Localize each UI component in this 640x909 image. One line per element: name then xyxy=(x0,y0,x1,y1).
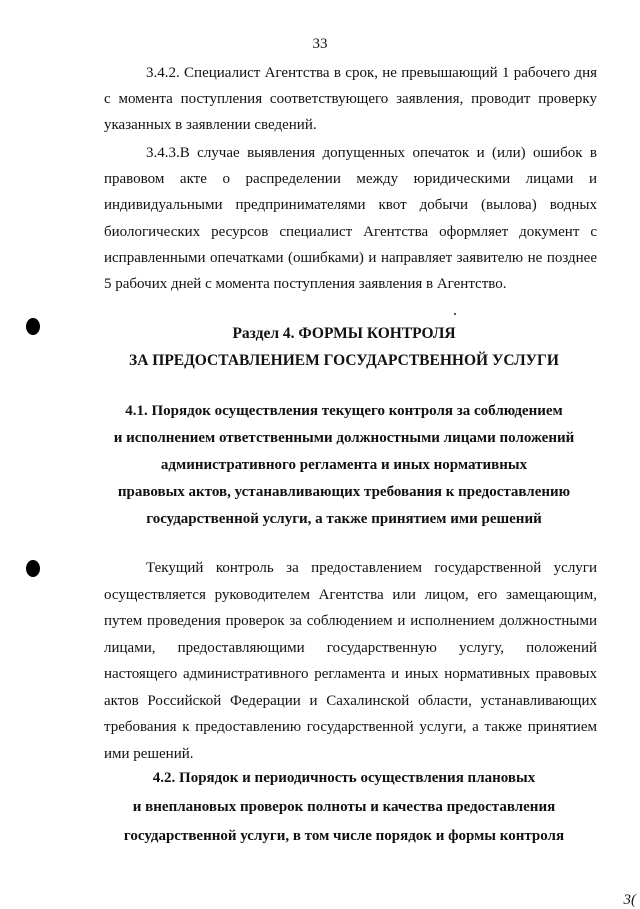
page-number: 33 xyxy=(312,36,328,52)
paragraph-3-4-3: 3.4.3.В случае выявления допущенных опечаток и (или) ошибок в правовом акте о распределении между юридическими лицами и индивидуальными предпринимателями квот добычи (вылова) водных биологических ресурсов специалист Агентства оформляет документ с исправленными опечатками (ошибками) и направляет заявителю не позднее 5 рабочих дней с момента поступления заявления в Агентство. xyxy=(104,145,597,293)
heading-line: правовых актов, устанавливающих требования к предоставлению xyxy=(117,484,571,500)
heading-4-2 xyxy=(88,764,600,851)
punch-hole-top xyxy=(26,318,40,335)
heading-line: и внеплановых проверок полноты и качества предоставления xyxy=(132,799,556,815)
scan-speck xyxy=(454,313,456,315)
heading-line: 4.2. Порядок и периодичность осуществления плановых xyxy=(152,770,536,786)
heading-line: и исполнением ответственными должностными лицами положений xyxy=(113,430,575,446)
paragraph-current-control: Текущий контроль за предоставлением государственной услуги осуществляется руководителем Агентства или лицом, его замещающим, путем проведения проверок за соблюдением и исполнением должностными лицами, предоставляющими государственную услугу, положений настоящего административного регламента и иных нормативных правовых актов Российской Федерации и Сахалинской области, устанавливающих требования к предоставлению государственной услуги, а также принятием ими решений. xyxy=(104,560,597,762)
heading-4-1 xyxy=(88,398,600,533)
heading-line: Раздел 4. ФОРМЫ КОНТРОЛЯ xyxy=(232,325,456,342)
heading-line: государственной услуги, в том числе порядок и формы контроля xyxy=(123,828,565,844)
paragraph-3-4-2: 3.4.2. Специалист Агентства в срок, не превышающий 1 рабочего дня с момента поступления соответствующего заявления, проводит проверку указанных в заявлении сведений. xyxy=(104,65,597,134)
heading-line: государственной услуги, а также принятием ими решений xyxy=(146,511,542,527)
heading-line: 4.1. Порядок осуществления текущего контроля за соблюдением xyxy=(125,403,563,419)
punch-hole-bottom xyxy=(26,560,40,577)
heading-line: ЗА ПРЕДОСТАВЛЕНИЕМ ГОСУДАРСТВЕННОЙ УСЛУГИ xyxy=(129,352,559,369)
heading-line: административного регламента и иных нормативных xyxy=(160,457,528,473)
section-4-heading xyxy=(88,320,600,374)
corner-mark: 3( xyxy=(623,892,636,908)
